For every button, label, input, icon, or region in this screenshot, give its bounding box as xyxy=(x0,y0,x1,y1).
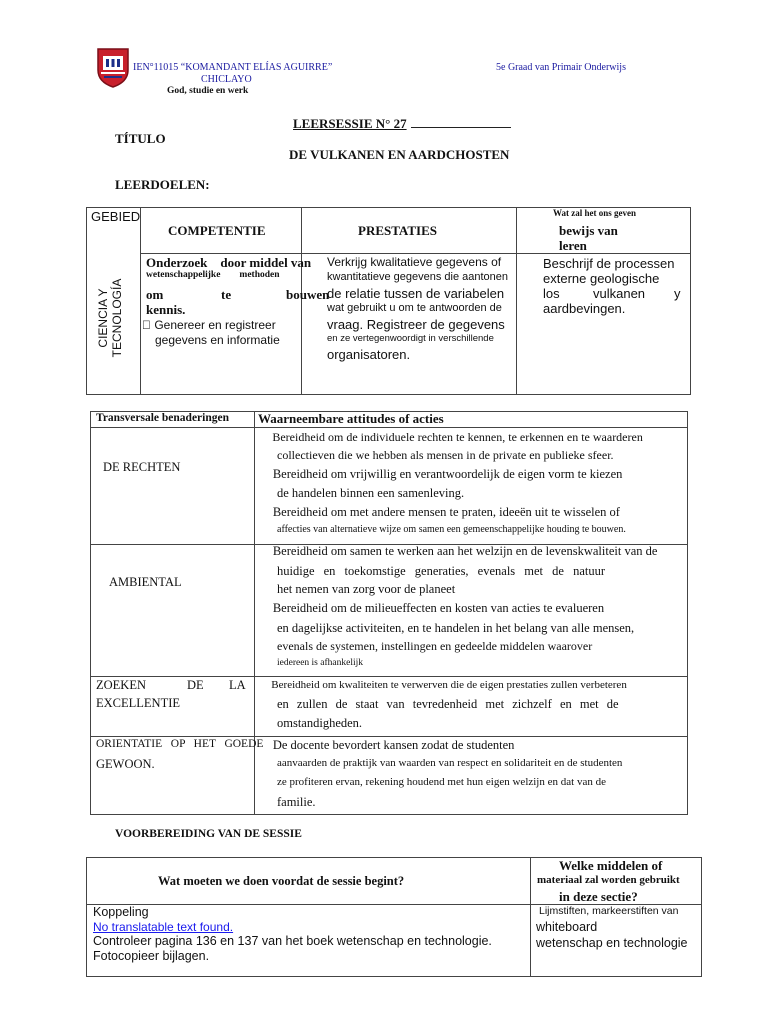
attitude-line: Bereidheid om de individuele rechten te kennen, te erkennen en te waarderen xyxy=(260,430,631,444)
preparation-heading: VOORBEREIDING VAN DE SESSIE xyxy=(115,828,302,840)
school-name: IEN°11015 “KOMANDANT ELÍAS AGUIRRE” xyxy=(133,62,333,73)
attitude-line: de handelen binnen een samenleving. xyxy=(277,486,465,500)
evidence-text-1: Beschrijf de processen xyxy=(543,256,675,271)
session-number: LEERSESSIE N° 27 xyxy=(293,116,511,132)
evidence-text-3b: vulkanen xyxy=(593,286,646,301)
competence-text-4: kennis. xyxy=(146,302,186,317)
col-header-resources-3: in deze sectie? xyxy=(559,889,638,904)
attitude-line: Bereidheid om samen te werken aan het welzijn en de levenskwaliteit van de xyxy=(260,544,645,558)
performance-text-4: wat gebruikt u om te antwoorden de xyxy=(327,302,502,314)
performance-text-2: kwantitatieve gegevens die aantonen xyxy=(327,271,509,283)
competence-text-5: Genereer en registreer xyxy=(142,318,264,332)
col-header-resources-1: Welke middelen of xyxy=(559,858,663,873)
performance-text-1: Verkrijg kwalitatieve gegevens of xyxy=(327,255,502,269)
col-header-before: Wat moeten we doen voordat de sessie begint? xyxy=(158,874,405,888)
approach-common-good-2: GEWOON. xyxy=(96,757,155,771)
approach-excellence-4: EXCELLENTIE xyxy=(96,696,181,710)
before-text-4: Fotocopieer bijlagen. xyxy=(93,949,210,963)
area-label: CIENCIA Y TECNOLOGÍA xyxy=(96,278,124,358)
competence-text-3c: bouwen xyxy=(286,287,330,302)
resources-text-3: wetenschap en technologie xyxy=(536,936,688,950)
competence-text-6: gegevens en informatie xyxy=(155,333,280,347)
attitude-line: Bereidheid om kwaliteiten te verwerven die de eigen prestaties zullen verbeteren xyxy=(260,679,616,691)
approach-excellence-2: DE xyxy=(187,678,204,692)
attitude-line: Bereidheid om vrijwillig en verantwoordelijk de eigen vorm te kiezen xyxy=(260,467,610,481)
page-title: DE VULKANEN EN AARDCHOSTEN xyxy=(289,147,510,162)
before-text-1: Koppeling xyxy=(93,905,149,919)
objectives-label: LEERDOELEN: xyxy=(115,177,210,192)
attitude-line: het nemen van zorg voor de planeet xyxy=(277,582,456,596)
attitude-line: familie. xyxy=(277,795,316,809)
title-label: TÍTULO xyxy=(115,131,166,146)
performance-text-5: vraag. Registreer de gegevens xyxy=(327,317,505,332)
attitude-line: evenals de systemen, instellingen en gedeelde middelen waarover xyxy=(277,639,593,653)
col-header-attitudes: Waarneembare attitudes of acties xyxy=(258,411,444,426)
performance-text-6: en ze vertegenwoordigt in verschillende xyxy=(327,333,494,344)
before-link[interactable]: No translatable text found. xyxy=(93,920,234,934)
attitude-line: collectieven die we hebben als mensen in de private en publieke sfeer. xyxy=(277,448,614,462)
attitude-line: Bereidheid om de milieueffecten en kosten van acties te evalueren xyxy=(260,601,592,615)
performance-text-3: de relatie tussen de variabelen xyxy=(327,286,505,301)
performance-text-7: organisatoren. xyxy=(327,347,411,362)
competence-text-2: wetenschappelijke methoden xyxy=(146,270,280,280)
competence-text-3a: om xyxy=(146,287,164,302)
attitude-line: huidige en toekomstige generaties, evenals met de natuur xyxy=(277,564,606,578)
col-header-evidence-small: Wat zal het ons geven xyxy=(553,208,636,218)
attitude-line: affecties van alternatieve wijze om samen een gemeenschappelijke houding te bouwen. xyxy=(277,524,626,535)
attitude-line: aanvaarden de praktijk van waarden van respect en solidariteit en de studenten xyxy=(277,757,623,769)
school-crest-icon xyxy=(95,46,131,88)
grade-label: 5e Graad van Primair Onderwijs xyxy=(496,62,626,73)
col-header-competence: COMPETENTIE xyxy=(168,223,266,238)
school-motto: God, studie en werk xyxy=(167,86,249,96)
attitude-line: omstandigheden. xyxy=(277,716,363,730)
attitude-line: en zullen de staat van tevredenheid met zichzelf en met de xyxy=(277,697,619,711)
col-header-evidence-2: leren xyxy=(559,238,587,253)
approach-common-good-1: ORIENTATIE OP HET GOEDE xyxy=(96,738,264,750)
before-text-3: Controleer pagina 136 en 137 van het boek wetenschap en technologie. xyxy=(93,934,492,948)
approach-excellence-3: LA xyxy=(229,678,246,692)
attitude-line: De docente bevordert kansen zodat de studenten xyxy=(260,738,502,752)
evidence-text-3a: los xyxy=(543,286,560,301)
approach-rights: DE RECHTEN xyxy=(103,460,181,474)
competence-text-1: Onderzoek door middel van xyxy=(146,255,312,270)
attitude-line: ze profiteren ervan, rekening houdend met hun eigen welzijn en dat van de xyxy=(277,776,606,788)
session-number-underline xyxy=(411,127,511,128)
attitude-line: iedereen is afhankelijk xyxy=(277,658,363,668)
attitude-line: en dagelijkse activiteiten, en te handelen in het belang van alle mensen, xyxy=(277,621,635,635)
approach-excellence-1: ZOEKEN xyxy=(96,678,146,692)
resources-text-2: whiteboard xyxy=(536,920,598,934)
attitude-line: Bereidheid om met andere mensen te praten, ideeën uit te wisselen of xyxy=(260,505,608,519)
evidence-text-2: externe geologische xyxy=(543,271,660,286)
col-header-approach: Transversale benaderingen xyxy=(96,412,229,424)
competence-text-3b: te xyxy=(221,287,232,302)
approach-environmental: AMBIENTAL xyxy=(109,575,182,589)
evidence-text-4: aardbevingen. xyxy=(543,301,626,316)
col-header-evidence-1: bewijs van xyxy=(559,223,618,238)
evidence-text-3c: y xyxy=(674,286,681,301)
col-header-resources-2: materiaal zal worden gebruikt xyxy=(537,874,680,886)
school-city: CHICLAYO xyxy=(201,74,252,85)
col-header-performance: PRESTATIES xyxy=(358,223,437,238)
resources-text-1: Lijmstiften, markeerstiften van xyxy=(539,905,679,917)
col-header-area: GEBIED xyxy=(91,209,141,224)
